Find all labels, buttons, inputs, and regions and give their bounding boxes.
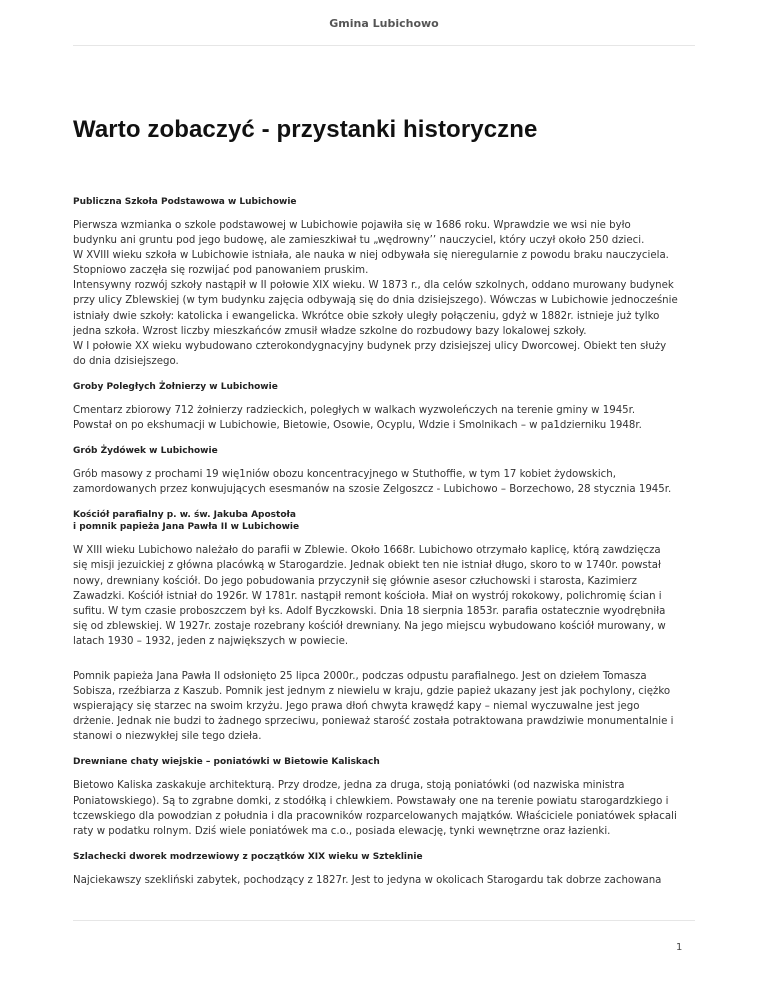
paragraph bbox=[73, 218, 695, 369]
paragraph-line: się misji jezuickiej z główna placówką w Starogardzie. Jednak obiekt ten nie istniał długo, skoro to w 1740r. powstał bbox=[73, 560, 661, 572]
section bbox=[73, 381, 695, 433]
paragraph bbox=[73, 467, 695, 497]
paragraph-line: W XIII wieku Lubichowo należało do parafii w Zblewie. Około 1668r. Lubichowo otrzymało kaplicę, którą zawdzięcza bbox=[73, 545, 661, 557]
header-divider bbox=[73, 45, 695, 46]
paragraph-line: wspierający się starzec na swoim krzyżu. Jego prawa dłoń chwyta krawędź kapy – niemal wyczuwalne jest jego bbox=[73, 701, 640, 713]
paragraph-line: W I połowie XX wieku wybudowano czterokondygnacyjny budynek przy dzisiejszej ulicy Dworcowej. Obiekt ten służy bbox=[73, 340, 667, 352]
paragraph-line: Cmentarz zbiorowy 712 żołnierzy radzieckich, poległych w walkach wyzwoleńczych na terenie gminy w 1945r. bbox=[73, 404, 636, 416]
paragraph bbox=[73, 669, 695, 744]
section-heading-line: Grób Żydówek w Lubichowie bbox=[73, 446, 218, 457]
section-heading-line: Drewniane chaty wiejskie – poniatówki w Bietowie Kaliskach bbox=[73, 757, 380, 768]
paragraph-line: sufitu. W tym czasie proboszczem był ks. Adolf Byczkowski. Dnia 18 sierpnia 1853r. parafia ostatecznie wyodrębniła bbox=[73, 605, 666, 617]
paragraph-line: Poniatowskiego). Są to zgrabne domki, z stodółką i chlewkiem. Powstawały one na terenie powiatu starogardzkiego i bbox=[73, 795, 669, 807]
site-header: Gmina Lubichowo bbox=[329, 17, 439, 30]
section-heading bbox=[73, 509, 695, 533]
paragraph-line: istniały dwie szkoły: katolicka i ewangelicka. Wkrótce obie szkoły uległy połączeniu, gdyż w 1882r. istnieje już tylko bbox=[73, 310, 660, 322]
section-heading bbox=[73, 445, 695, 457]
paragraph-line: Stopniowo zaczęła się rozwijać pod panowaniem pruskim. bbox=[73, 265, 369, 277]
section bbox=[73, 445, 695, 497]
paragraph-line: drżenie. Jednak nie budzi to żadnego sprzeciwu, ponieważ starość została potraktowana prawdziwie monumentalnie i bbox=[73, 716, 674, 728]
paragraph-line: Zawadzki. Kościół istniał do 1926r. W 1781r. nastąpił remont kościoła. Miał on wystrój rokokowy, polichromię ścian i bbox=[73, 590, 662, 602]
paragraph-line: przy ulicy Zblewskiej (w tym budynku zajęcia odbywają się do dnia dzisiejszego). Wówczas w Lubichowie jednocześnie bbox=[73, 295, 678, 307]
paragraph-line: Pomnik papieża Jana Pawła II odsłonięto 25 lipca 2000r., podczas odpustu parafialnego. Jest on dziełem Tomasza bbox=[73, 670, 647, 682]
paragraph-line: zamordowanych przez konwujujących esesmanów na szosie Zelgoszcz - Lubichowo – Borzechowo, 28 stycznia 1945r. bbox=[73, 484, 672, 496]
paragraph-line: raty w podatku rolnym. Dziś wiele poniatówek ma c.o., posiada elewację, tynki wewnętrzne oraz łazienki. bbox=[73, 825, 611, 837]
section bbox=[73, 756, 695, 838]
footer-divider bbox=[73, 920, 695, 921]
paragraph-line: Bietowo Kaliska zaskakuje architekturą. Przy drodze, jedna za druga, stoją poniatówki (od nazwiska ministra bbox=[73, 780, 625, 792]
section bbox=[73, 196, 695, 369]
page-title: Warto zobaczyć - przystanki historyczne bbox=[73, 116, 538, 143]
paragraph-line: się od zblewskiej. W 1927r. zostaje rozebrany kościół drewniany. Na jego miejscu wybudowano kościół murowany, w bbox=[73, 620, 666, 632]
paragraph-line: latach 1930 – 1932, jeden z największych w powiecie. bbox=[73, 635, 349, 647]
paragraph-line: do dnia dzisiejszego. bbox=[73, 355, 179, 367]
paragraph-line: W XVIII wieku szkoła w Lubichowie istniała, ale nauka w niej odbywała się nieregularnie z powodu braku nauczyciela. bbox=[73, 250, 669, 262]
paragraph-line: jedna szkoła. Wzrost liczby mieszkańców zmusił władze szkolne do rozbudowy bazy lokalowej szkoły. bbox=[73, 325, 587, 337]
section-heading bbox=[73, 196, 695, 208]
paragraph-line: tczewskiego dla powodzian z południa i dla pracowników rozparcelowanych majątków. Właściciele poniatówek spłacali bbox=[73, 810, 677, 822]
document-body bbox=[73, 196, 695, 896]
page-number: 1 bbox=[676, 942, 683, 953]
paragraph-line: Grób masowy z prochami 19 wię1niów obozu koncentracyjnego w Stuthoffie, w tym 17 kobiet żydowskich, bbox=[73, 469, 616, 481]
paragraph bbox=[73, 543, 695, 649]
paragraph-line: Intensywny rozwój szkoły nastąpił w II połowie XIX wieku. W 1873 r., dla celów szkolnych, oddano murowany budynek bbox=[73, 280, 674, 292]
paragraph-line: nowy, drewniany kościół. Do jego pobudowania przyczynił się głównie asesor człuchowski i starosta, Kazimierz bbox=[73, 575, 638, 587]
paragraph-line: Powstał on po ekshumacji w Lubichowie, Bietowie, Osowie, Ocyplu, Wdzie i Smolnikach – w pa1dzierniku 1948r. bbox=[73, 420, 642, 432]
paragraph bbox=[73, 873, 695, 888]
section-heading bbox=[73, 381, 695, 393]
section bbox=[73, 851, 695, 888]
section-heading-line: Publiczna Szkoła Podstawowa w Lubichowie bbox=[73, 197, 297, 207]
paragraph-line: Sobisza, rzeźbiarza z Kaszub. Pomnik jest jednym z niewielu w kraju, gdzie papież ukazany jest jak pochylony, ciężko bbox=[73, 686, 671, 698]
paragraph-line: budynku ani gruntu pod jego budowę, ale zamieszkiwał tu „wędrowny’’ nauczyciel, który uczył około 250 dzieci. bbox=[73, 235, 645, 247]
section bbox=[73, 509, 695, 744]
paragraph-line: Najciekawszy szekliński zabytek, pochodzący z 1827r. Jest to jedyna w okolicach Starogardu tak dobrze zachowana bbox=[73, 874, 662, 886]
section-heading bbox=[73, 851, 695, 863]
section-heading-line: Szlachecki dworek modrzewiowy z początków XIX wieku w Szteklinie bbox=[73, 851, 423, 862]
section-heading-line: i pomnik papieża Jana Pawła II w Lubichowie bbox=[73, 522, 300, 533]
paragraph bbox=[73, 403, 695, 433]
paragraph bbox=[73, 778, 695, 838]
section-heading-line: Groby Poległych Żołnierzy w Lubichowie bbox=[73, 381, 278, 392]
paragraph-line: Pierwsza wzmianka o szkole podstawowej w Lubichowie pojawiła się w 1686 roku. Wprawdzie we wsi nie było bbox=[73, 220, 631, 231]
paragraph-line: stanowi o niezwykłej sile tego dzieła. bbox=[73, 731, 262, 743]
section-heading-line: Kościół parafialny p. w. św. Jakuba Apostoła bbox=[73, 510, 296, 521]
section-heading bbox=[73, 756, 695, 768]
